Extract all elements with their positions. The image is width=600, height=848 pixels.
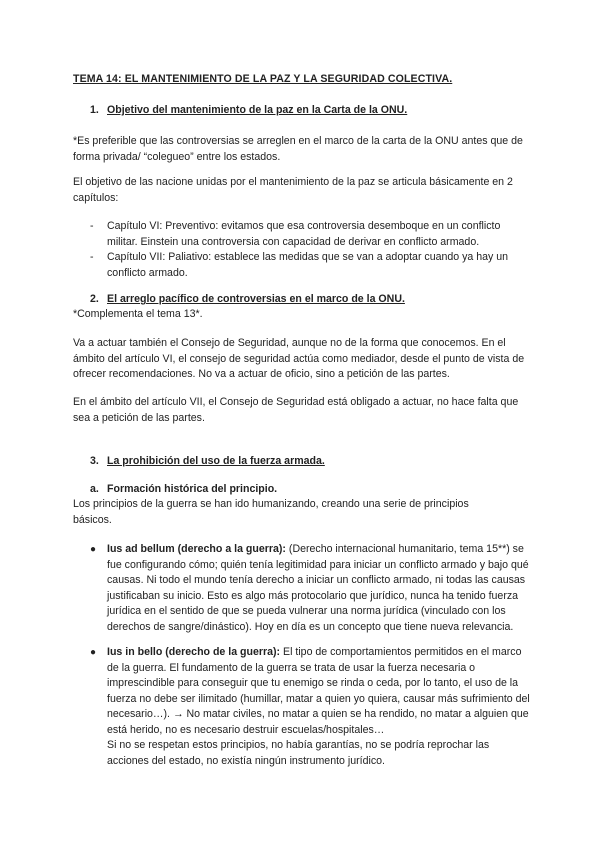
list-item-text: Capítulo VI: Preventivo: evitamos que esa controversia desemboque en un conflicto militar. Einstein una controversia con capacidad de derivar en conflicto armado. <box>107 220 501 248</box>
bullet-term: Ius in bello (derecho de la guerra): <box>107 646 281 658</box>
section-2-note: *Complementa el tema 13*. <box>73 308 203 320</box>
subsection-a-intro: Los principios de la guerra se han ido humanizando, creando una serie de principios básicos. <box>73 498 469 526</box>
list-item <box>90 542 530 635</box>
section-2-paragraph-1: Va a actuar también el Consejo de Seguridad, aunque no de la forma que conocemos. En el ámbito del artículo VI, el consejo de seguridad actúa como mediador, desde el punto de vista de ofrecer recomendaciones. No va a actuar de oficio, sino a petición de las partes. <box>73 337 525 380</box>
bullet-marker: ● <box>90 544 97 555</box>
subsection-a-heading <box>90 482 277 498</box>
section-3-heading <box>90 454 325 470</box>
list-item-text <box>107 542 530 635</box>
bullet-description: El tipo de comportamientos permitidos en el marco de la guerra. El fundamento de la guerra se trata de usar la fuerza necesaria o imprescindible para conseguir que tu enemigo se rinda o ceda, por lo tanto, el uso de la fuerza no debe ser ilimitado (humillar, matar a quien yo quiera, causar más sufrimiento del necesario…). → No matar civiles, no matar a quien se ha rendido, no matar a alguien que está herido, no es necesario destruir escuelas/hospitales… <box>107 646 530 736</box>
section-1-number: 1. <box>90 104 99 116</box>
dash-marker: - <box>90 220 94 232</box>
section-1-paragraph-1: *Es preferible que las controversias se arreglen en el marco de la carta de la ONU antes que de forma privada/ “colegueo” entre los estados. <box>73 135 523 163</box>
section-1-paragraph-2: El objetivo de las nacione unidas por el mantenimiento de la paz se articula básicamente en 2 capítulos: <box>73 176 513 204</box>
section-1-title: Objetivo del mantenimiento de la paz en la Carta de la ONU. <box>107 104 408 116</box>
bullet-term: Ius ad bellum (derecho a la guerra): <box>107 543 286 555</box>
section-2-heading <box>90 292 405 308</box>
section-3-number: 3. <box>90 455 99 467</box>
dash-marker: - <box>90 251 94 263</box>
bullet-continuation: Si no se respetan estos principios, no había garantías, no se podría reprochar las acciones del estado, no existía ningún instrumento jurídico. <box>107 739 490 767</box>
bullet-description: (Derecho internacional humanitario, tema 15**) se fue configurando cómo; quién tenía legitimidad para iniciar un conflicto armado y bajo qué causas. Ni todo el mundo tenía derecho a iniciar un conflicto armado, ni todas las causas justificaban su inicio. Esto es algo más protocolario que jurídico, nunca ha tenido fuerza jurídica en el sentido de que se pueda vulnerar una norma jurídica (vinculado con los derechos de sangre/dinástico). Hoy en día es un concepto que tiene nueva relevancia. <box>107 543 529 633</box>
subsection-a-title: Formación histórica del principio. <box>107 483 278 495</box>
section-1-heading <box>90 103 407 119</box>
document-title: TEMA 14: EL MANTENIMIENTO DE LA PAZ Y LA SEGURIDAD COLECTIVA. <box>73 73 453 85</box>
section-2-paragraph-2: En el ámbito del artículo VII, el Consejo de Seguridad está obligado a actuar, no hace falta que sea a petición de las partes. <box>73 396 519 424</box>
list-item <box>90 250 530 281</box>
list-item <box>90 219 530 250</box>
list-item-text <box>107 645 530 769</box>
bullet-marker: ● <box>90 647 97 658</box>
section-3-title: La prohibición del uso de la fuerza armada. <box>107 455 325 467</box>
list-item <box>90 645 530 769</box>
subsection-a-number: a. <box>90 483 99 495</box>
list-item-text: Capítulo VII: Paliativo: establece las medidas que se van a adoptar cuando ya hay un conflicto armado. <box>107 251 509 279</box>
section-2-title: El arreglo pacífico de controversias en el marco de la ONU. <box>107 293 405 305</box>
section-2-number: 2. <box>90 293 99 305</box>
